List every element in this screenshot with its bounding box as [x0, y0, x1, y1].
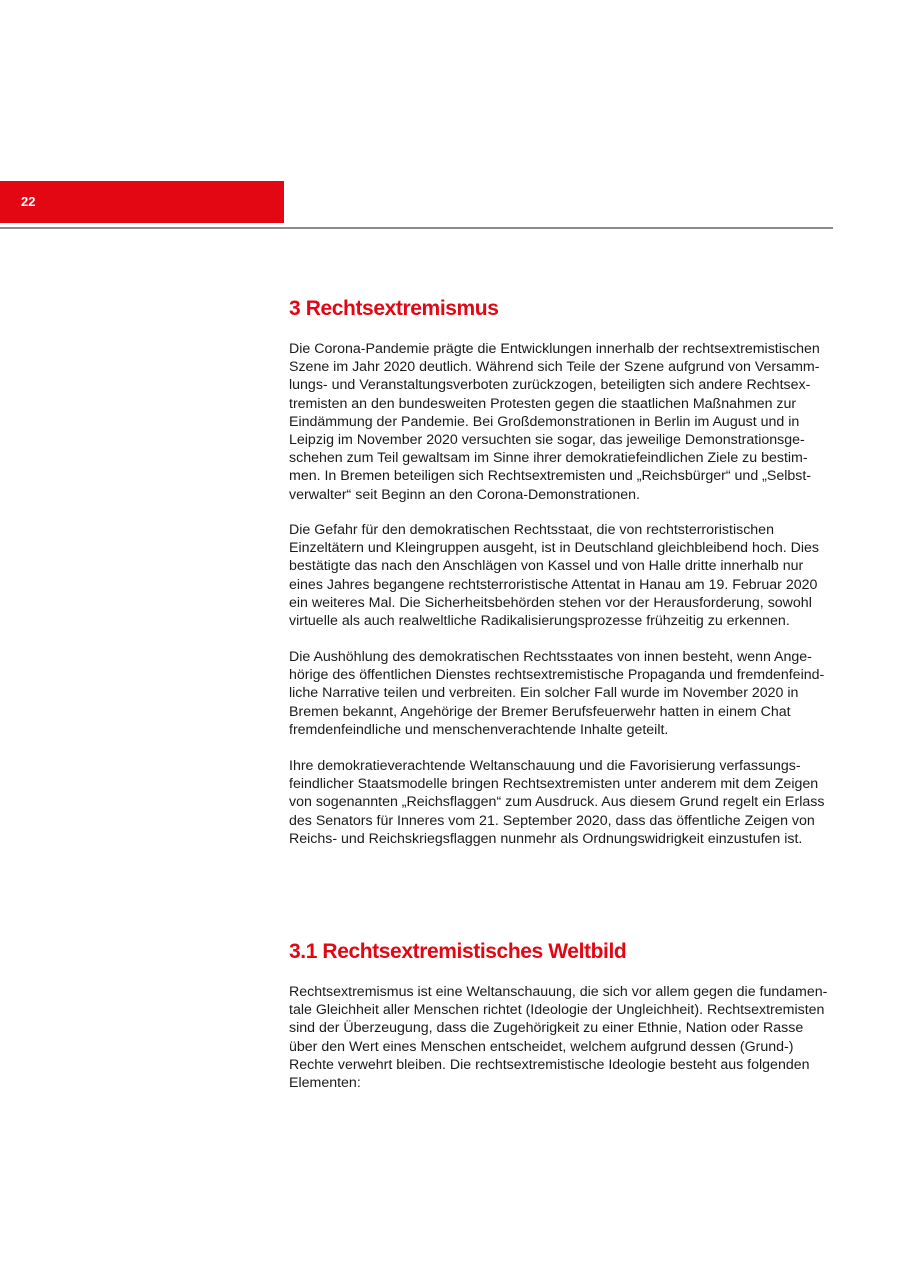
text-line: lungs- und Veranstaltungsverboten zurückzogen, beteiligten sich andere Rechtsex-: [289, 377, 811, 394]
paragraph-3-3: [289, 648, 837, 739]
text-line: Bremen bekannt, Angehörige der Bremer Berufsfeuerwehr hatten in einem Chat: [289, 703, 791, 720]
text-line: des Senators für Inneres vom 21. September 2020, dass das öffentliche Zeigen von: [289, 812, 815, 829]
text-line: Szene im Jahr 2020 deutlich. Während sich Teile der Szene aufgrund von Versamm-: [289, 359, 820, 376]
paragraph-3-2: [289, 521, 837, 630]
text-line: Reichs- und Reichskriegsflaggen nunmehr als Ordnungswidrigkeit einzustufen ist.: [289, 830, 803, 847]
text-line: virtuelle als auch realweltliche Radikalisierungsprozesse frühzeitig zu erkennen.: [289, 613, 790, 630]
text-line: Die Gefahr für den demokratischen Rechtsstaat, die von rechtsterroristischen: [289, 522, 774, 538]
text-line: Einzeltätern und Kleingruppen ausgeht, ist in Deutschland gleichbleibend hoch. Dies: [289, 540, 820, 557]
page-number: 22: [21, 194, 36, 209]
section-heading-3-1: 3.1 Rechtsextremistisches Weltbild: [289, 940, 627, 963]
text-line: fremdenfeindliche und menschenverachtende Inhalte geteilt.: [289, 721, 669, 738]
text-line: Ihre demokratieverachtende Weltanschauung und die Favorisierung verfassungs-: [289, 758, 801, 774]
paragraph-3-1-1: [289, 983, 837, 1092]
text-line: sind der Überzeugung, dass die Zugehörigkeit zu einer Ethnie, Nation oder Rasse: [289, 1020, 804, 1037]
text-line: tale Gleichheit aller Menschen richtet (Ideologie der Ungleichheit). Rechtsextremisten: [289, 1002, 825, 1019]
text-line: verwalter“ seit Beginn an den Corona-Demonstrationen.: [289, 486, 640, 503]
text-line: Die Corona-Pandemie prägte die Entwicklungen innerhalb der rechtsextremistischen: [289, 341, 820, 357]
text-line: Rechtsextremismus ist eine Weltanschauung, die sich vor allem gegen die fundamen-: [289, 984, 828, 1000]
paragraph-3-4: [289, 757, 837, 848]
text-line: Die Aushöhlung des demokratischen Rechtsstaates von innen besteht, wenn Ange-: [289, 649, 812, 665]
page-number-tab: [0, 181, 284, 223]
text-line: von sogenannten „Reichsflaggen“ zum Ausdruck. Aus diesem Grund regelt ein Erlass: [289, 794, 825, 811]
text-line: schehen zum Teil gewaltsam im Sinne ihrer demokratiefeindlichen Ziele zu bestim-: [289, 450, 808, 467]
text-line: Leipzig im November 2020 versuchten sie sogar, das jeweilige Demonstrationsge-: [289, 432, 805, 449]
text-line: Rechte verwehrt bleiben. Die rechtsextremistische Ideologie besteht aus folgenden: [289, 1056, 810, 1073]
paragraph-3-1: [289, 340, 837, 504]
text-line: Eindämmung der Pandemie. Bei Großdemonstrationen in Berlin im August und in: [289, 413, 800, 430]
text-line: ein weiteres Mal. Die Sicherheitsbehörden stehen vor der Herausforderung, sowohl: [289, 594, 812, 611]
section-heading-3: 3 Rechtsextremismus: [289, 297, 499, 320]
text-line: feindlicher Staatsmodelle bringen Rechtsextremisten unter anderem mit dem Zeigen: [289, 776, 819, 793]
text-line: men. In Bremen beteiligen sich Rechtsextremisten und „Reichsbürger“ und „Selbst-: [289, 468, 812, 485]
header-rule: [0, 227, 833, 229]
text-line: hörige des öffentlichen Dienstes rechtsextremistische Propaganda und fremdenfeind-: [289, 667, 825, 684]
text-line: bestätigte das nach den Anschlägen von Kassel und von Halle dritte innerhalb nur: [289, 558, 804, 575]
text-line: eines Jahres begangene rechtsterroristische Attentat in Hanau am 19. Februar 2020: [289, 576, 818, 593]
text-line: tremisten an den bundesweiten Protesten gegen die staatlichen Maßnahmen zur: [289, 395, 797, 412]
text-line: über den Wert eines Menschen entscheidet, welchem aufgrund dessen (Grund-): [289, 1038, 794, 1055]
text-line: Elementen:: [289, 1075, 361, 1092]
text-line: liche Narrative teilen und verbreiten. Ein solcher Fall wurde im November 2020 in: [289, 685, 799, 702]
